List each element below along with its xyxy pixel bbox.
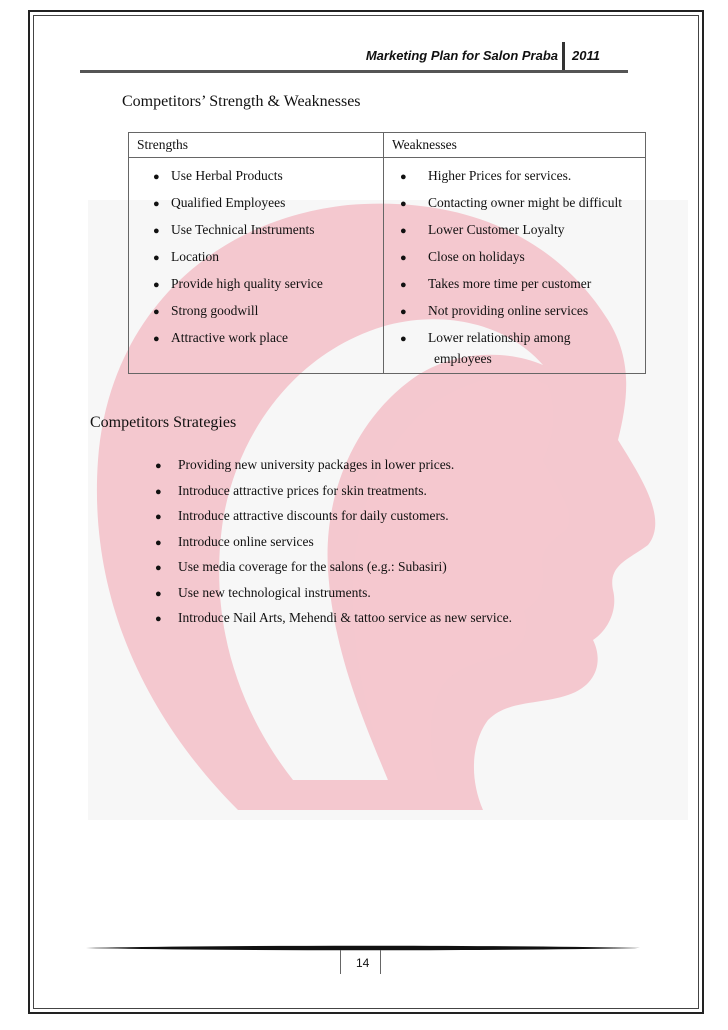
bullet-icon: ● bbox=[400, 279, 407, 291]
table-header-weaknesses: Weaknesses bbox=[384, 133, 646, 158]
page-number: 14 bbox=[356, 956, 370, 970]
section-title-strengths-weaknesses: Competitors’ Strength & Weaknesses bbox=[122, 93, 361, 110]
bullet-icon: ● bbox=[155, 562, 162, 574]
list-item: ● Provide high quality service bbox=[129, 270, 383, 297]
bullet-icon: ● bbox=[400, 333, 407, 345]
header-separator bbox=[562, 42, 565, 70]
weaknesses-cell bbox=[384, 158, 646, 374]
bullet-icon: ● bbox=[400, 306, 407, 318]
list-item: ● Contacting owner might be difficult bbox=[384, 189, 645, 216]
bullet-icon: ● bbox=[153, 171, 160, 183]
bullet-icon: ● bbox=[400, 171, 407, 183]
list-item: ● Introduce attractive discounts for daily customers. bbox=[150, 503, 512, 529]
list-item: ● Location bbox=[129, 243, 383, 270]
list-item: ● Introduce attractive prices for skin treatments. bbox=[150, 478, 512, 504]
header-year: 2011 bbox=[572, 48, 600, 63]
page-number-left-rule bbox=[340, 950, 341, 974]
bullet-icon: ● bbox=[153, 225, 160, 237]
bullet-icon: ● bbox=[155, 485, 162, 498]
list-item: ● Qualified Employees bbox=[129, 189, 383, 216]
strategies-list bbox=[150, 452, 512, 631]
header-title: Marketing Plan for Salon Praba bbox=[365, 48, 558, 63]
bullet-icon: ● bbox=[155, 460, 162, 472]
bullet-icon: ● bbox=[153, 306, 160, 318]
bullet-icon: ● bbox=[153, 198, 160, 210]
list-item: ● Lower relationship among bbox=[384, 324, 645, 351]
list-item: ● Attractive work place bbox=[129, 324, 383, 351]
list-item: ● Takes more time per customer bbox=[384, 270, 645, 297]
list-item: ● Strong goodwill bbox=[129, 297, 383, 324]
bullet-icon: ● bbox=[153, 252, 160, 264]
list-item: ● Lower Customer Loyalty bbox=[384, 216, 645, 243]
bullet-icon: ● bbox=[400, 225, 407, 237]
list-item: ● Close on holidays bbox=[384, 243, 645, 270]
footer-rule bbox=[86, 944, 640, 952]
list-item: ● Use media coverage for the salons (e.g.: Subasiri) bbox=[150, 554, 512, 580]
header-rule bbox=[80, 70, 628, 73]
list-item: ● Higher Prices for services. bbox=[384, 162, 645, 189]
list-item: ● Providing new university packages in lower prices. bbox=[150, 452, 512, 478]
list-item: ● Use Technical Instruments bbox=[129, 216, 383, 243]
strengths-weaknesses-table bbox=[128, 132, 646, 374]
list-item: ● Use new technological instruments. bbox=[150, 580, 512, 606]
section-title-strategies: Competitors Strategies bbox=[90, 414, 237, 431]
bullet-icon: ● bbox=[155, 613, 162, 625]
bullet-icon: ● bbox=[155, 536, 162, 549]
bullet-icon: ● bbox=[400, 198, 407, 210]
list-item: ● Introduce online services bbox=[150, 529, 512, 555]
list-item: ● Not providing online services bbox=[384, 297, 645, 324]
bullet-icon: ● bbox=[155, 511, 162, 523]
table-header-strengths: Strengths bbox=[129, 133, 384, 158]
bullet-icon: ● bbox=[155, 587, 162, 600]
page-number-right-rule bbox=[380, 950, 381, 974]
weakness-continuation: employees bbox=[434, 351, 492, 366]
list-item: ● Introduce Nail Arts, Mehendi & tattoo service as new service. bbox=[150, 605, 512, 631]
bullet-icon: ● bbox=[153, 279, 160, 291]
list-item: ● Use Herbal Products bbox=[129, 162, 383, 189]
strengths-cell bbox=[129, 158, 384, 374]
bullet-icon: ● bbox=[400, 252, 407, 264]
bullet-icon: ● bbox=[153, 333, 160, 345]
